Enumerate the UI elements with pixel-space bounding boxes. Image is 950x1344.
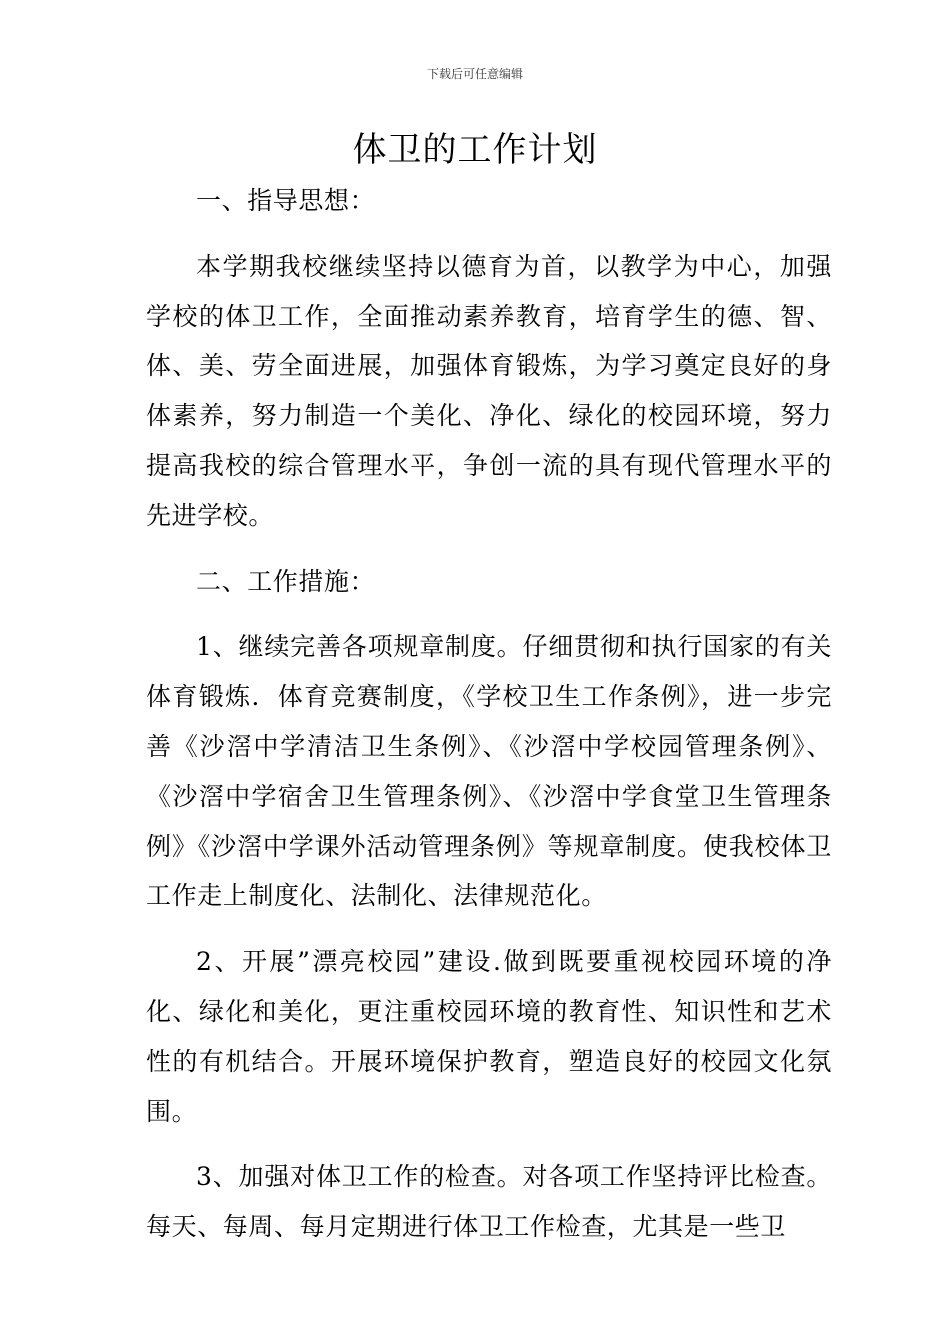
spacer	[146, 541, 832, 557]
document-body	[146, 176, 832, 1252]
paragraph-guiding: 本学期我校继续坚持以德育为首，以教学为中心，加强学校的体卫工作，全面推动素养教育，培育学生的德、智、体、美、劳全面进展，加强体育锻炼，为学习奠定良好的身体素养，努力制造一个美化、净化、绿化的校园环境，努力提高我校的综合管理水平，争创一流的具有现代管理水平的先进学校。	[146, 251, 832, 530]
page-title: 体卫的工作计划	[352, 130, 598, 170]
spacer	[146, 1136, 832, 1152]
paragraph-item-2: 2、开展”漂亮校园”建设.做到既要重视校园环境的净化、绿化和美化，更注重校园环境的教育性、知识性和艺术性的有机结合。开展环境保护教育，塑造良好的校园文化氛围。	[146, 947, 832, 1126]
spacer	[146, 226, 832, 242]
spacer	[146, 921, 832, 937]
section-heading-measures: 二、工作措施：	[196, 566, 376, 596]
section-heading-guiding: 一、指导思想：	[196, 186, 376, 215]
paragraph-item-3: 3、加强对体卫工作的检查。对各项工作坚持评比检查。每天、每周、每月定期进行体卫工作检查，尤其是一些卫	[146, 1162, 832, 1242]
spacer	[146, 606, 832, 622]
paragraph-item-1: 1、继续完善各项规章制度。仔细贯彻和执行国家的有关体育锻炼．体育竞赛制度，《学校卫生工作条例》，进一步完善《沙滘中学清洁卫生条例》、《沙滘中学校园管理条例》、《沙滘中学宿舍卫生管理条例》、《沙滘中学食堂卫生管理条例》《沙滘中学课外活动管理条例》等规章制度。使我校体卫工作走上制度化、法制化、法律规范化。	[146, 632, 832, 911]
header-note: 下载后可任意编辑	[426, 67, 523, 81]
